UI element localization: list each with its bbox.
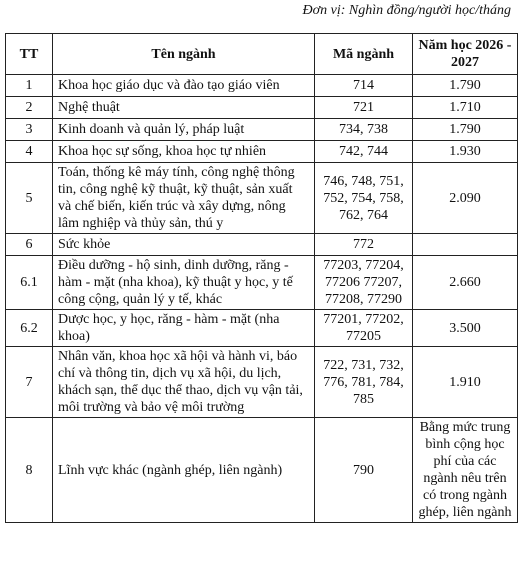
cell-tt: 2: [6, 97, 53, 119]
table-row: [6, 97, 518, 119]
cell-name: Nhân văn, khoa học xã hội và hành vi, báo chí và thông tin, dịch vụ xã hội, du lịch, khách sạn, thể dục thể thao, dịch vụ vận tải, môi trường và bảo vệ môi trường: [53, 347, 315, 418]
table-row: [6, 234, 518, 256]
cell-code: 77203, 77204, 77206 77207, 77208, 77290: [315, 256, 413, 310]
cell-fee: 1.910: [413, 347, 518, 418]
table-row: [6, 163, 518, 234]
cell-name: Kinh doanh và quản lý, pháp luật: [53, 119, 315, 141]
cell-code: 746, 748, 751, 752, 754, 758, 762, 764: [315, 163, 413, 234]
cell-name: Lĩnh vực khác (ngành ghép, liên ngành): [53, 418, 315, 523]
cell-fee: 1.790: [413, 75, 518, 97]
table-row: [6, 141, 518, 163]
cell-code: 772: [315, 234, 413, 256]
table-row: [6, 119, 518, 141]
unit-note: Đơn vị: Nghìn đồng/người học/tháng: [302, 3, 511, 18]
cell-fee: 1.930: [413, 141, 518, 163]
cell-fee: 2.090: [413, 163, 518, 234]
cell-tt: 1: [6, 75, 53, 97]
cell-tt: 5: [6, 163, 53, 234]
cell-code: 714: [315, 75, 413, 97]
cell-name: Sức khỏe: [53, 234, 315, 256]
cell-tt: 6.2: [6, 310, 53, 347]
table-row: [6, 75, 518, 97]
cell-fee: 1.710: [413, 97, 518, 119]
cell-name: Điều dưỡng - hộ sinh, dinh dưỡng, răng - hàm - mặt (nha khoa), kỹ thuật y học, y tế công cộng, quản lý y tế, khác: [53, 256, 315, 310]
cell-tt: 7: [6, 347, 53, 418]
cell-code: 742, 744: [315, 141, 413, 163]
header-tt: TT: [6, 34, 53, 75]
cell-name: Dược học, y học, răng - hàm - mặt (nha khoa): [53, 310, 315, 347]
cell-fee: 3.500: [413, 310, 518, 347]
cell-fee: 1.790: [413, 119, 518, 141]
cell-tt: 4: [6, 141, 53, 163]
cell-tt: 6.1: [6, 256, 53, 310]
table-row: [6, 347, 518, 418]
cell-tt: 8: [6, 418, 53, 523]
table-row: [6, 418, 518, 523]
cell-fee: Bằng mức trung bình cộng học phí của các ngành nêu trên có trong ngành ghép, liên ngành: [413, 418, 518, 523]
cell-code: 721: [315, 97, 413, 119]
cell-tt: 6: [6, 234, 53, 256]
cell-code: 790: [315, 418, 413, 523]
tuition-fee-table: [5, 33, 518, 523]
cell-code: 722, 731, 732, 776, 781, 784, 785: [315, 347, 413, 418]
header-code: Mã ngành: [315, 34, 413, 75]
header-fee: Năm học 2026 - 2027: [413, 34, 518, 75]
table-header-row: [6, 34, 518, 75]
cell-fee: 2.660: [413, 256, 518, 310]
cell-tt: 3: [6, 119, 53, 141]
table-row: [6, 256, 518, 310]
cell-code: 77201, 77202, 77205: [315, 310, 413, 347]
cell-fee: [413, 234, 518, 256]
cell-name: Nghệ thuật: [53, 97, 315, 119]
cell-name: Khoa học sự sống, khoa học tự nhiên: [53, 141, 315, 163]
cell-name: Khoa học giáo dục và đào tạo giáo viên: [53, 75, 315, 97]
cell-code: 734, 738: [315, 119, 413, 141]
table-row: [6, 310, 518, 347]
header-name: Tên ngành: [53, 34, 315, 75]
cell-name: Toán, thống kê máy tính, công nghệ thông tin, công nghệ kỹ thuật, kỹ thuật, sản xuất và chế biến, kiến trúc và xây dựng, nông lâm nghiệp và thủy sản, thú y: [53, 163, 315, 234]
